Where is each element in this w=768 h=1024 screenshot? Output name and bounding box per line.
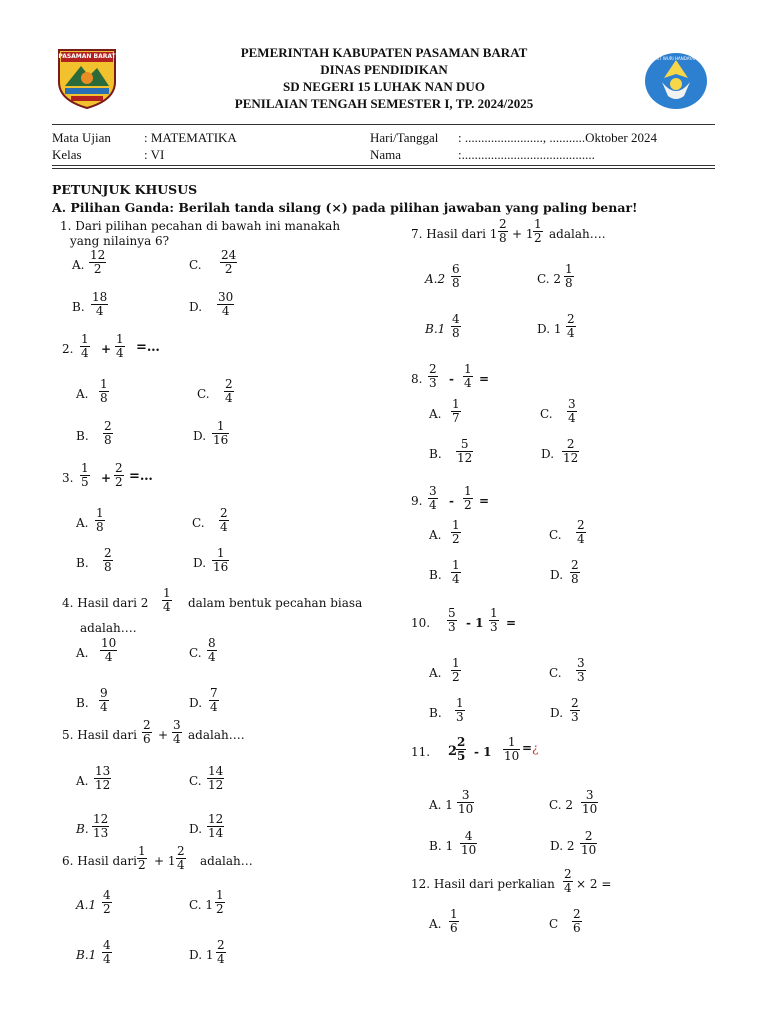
- question-8-operator: -: [449, 372, 454, 386]
- option-a-label[interactable]: A.: [429, 666, 442, 680]
- option-c-fraction[interactable]: $\frac{3}{4}$: [568, 397, 576, 425]
- option-a-label[interactable]: A.2: [425, 272, 446, 286]
- option-a-label[interactable]: A.1: [76, 898, 97, 912]
- option-a-fraction[interactable]: $\frac{6}{8}$: [452, 262, 460, 290]
- option-a-fraction[interactable]: $\frac{4}{2}$: [103, 888, 111, 916]
- option-b-label[interactable]: B.: [429, 568, 442, 582]
- option-a-fraction[interactable]: $\frac{10}{4}$: [101, 636, 117, 664]
- question-2-fraction-1: $\frac{1}{4}$: [81, 332, 89, 360]
- question-12-fraction: $\frac{2}{4}$: [564, 867, 572, 895]
- header-divider: [52, 124, 715, 125]
- question-4-text-2: dalam bentuk pecahan biasa: [188, 596, 363, 610]
- option-c-label[interactable]: C: [549, 917, 559, 931]
- question-3-number: 3.: [62, 471, 74, 485]
- option-d-label[interactable]: D.: [193, 429, 207, 443]
- question-8-fraction-2: $\frac{1}{4}$: [464, 362, 472, 390]
- option-b-label[interactable]: B.: [76, 556, 89, 570]
- name-label: Nama: [370, 147, 402, 162]
- option-c-label[interactable]: C.: [189, 774, 202, 788]
- option-b-fraction[interactable]: $\frac{4}{4}$: [103, 938, 111, 966]
- option-c-fraction[interactable]: $\frac{2}{4}$: [225, 377, 233, 405]
- question-5-operator: +: [158, 728, 169, 742]
- question-9-equals: =: [479, 494, 490, 508]
- option-d-fraction[interactable]: $\frac{2}{8}$: [571, 558, 579, 586]
- option-d-label[interactable]: D.: [541, 447, 555, 461]
- question-11-operator: - 1: [474, 745, 492, 759]
- option-b-label[interactable]: B.: [429, 706, 442, 720]
- option-b-label[interactable]: B.1: [425, 322, 446, 336]
- question-10-fraction-2: $\frac{1}{3}$: [490, 606, 498, 634]
- info-divider-top: [52, 165, 715, 166]
- option-d-fraction[interactable]: $\frac{30}{4}$: [218, 290, 234, 318]
- option-d-label[interactable]: D. 1: [189, 948, 214, 962]
- header-government: PEMERINTAH KABUPATEN PASAMAN BARAT: [240, 45, 528, 60]
- option-d-label[interactable]: D.: [193, 556, 207, 570]
- question-2-operator: +: [101, 342, 112, 356]
- option-c-fraction[interactable]: $\frac{2}{4}$: [577, 518, 585, 546]
- subject-label: Mata Ujian: [52, 130, 111, 145]
- question-11-fraction-1: $\frac{2}{5}$: [457, 735, 466, 763]
- class-value: : VI: [144, 147, 165, 162]
- option-a-fraction[interactable]: $\frac{1}{2}$: [452, 518, 460, 546]
- option-b-label[interactable]: B.: [76, 822, 89, 836]
- option-b-fraction[interactable]: $\frac{4}{10}$: [461, 829, 477, 857]
- option-b-fraction[interactable]: $\frac{12}{13}$: [93, 812, 109, 840]
- question-7-text-2: adalah….: [549, 227, 606, 241]
- option-b-fraction[interactable]: $\frac{1}{4}$: [452, 558, 460, 586]
- option-b-fraction[interactable]: $\frac{5}{12}$: [457, 437, 473, 465]
- option-b-fraction[interactable]: $\frac{4}{8}$: [452, 312, 460, 340]
- option-c-fraction[interactable]: $\frac{2}{4}$: [220, 506, 228, 534]
- question-3-equals: =…: [129, 469, 153, 484]
- option-d-fraction[interactable]: $\frac{2}{4}$: [567, 312, 575, 340]
- option-a-label[interactable]: A.: [72, 258, 85, 272]
- option-c-label[interactable]: C. 2: [537, 272, 562, 286]
- option-c-label[interactable]: C. 2: [549, 798, 574, 812]
- option-c-label[interactable]: C.: [189, 258, 202, 272]
- option-b-fraction[interactable]: $\frac{2}{8}$: [104, 419, 112, 447]
- option-c-label[interactable]: C.: [540, 407, 553, 421]
- question-8-equals: =: [479, 372, 490, 386]
- class-label: Kelas: [52, 147, 82, 162]
- question-5-text-2: adalah….: [188, 728, 245, 742]
- question-1-text: 1. Dari pilihan pecahan di bawah ini manakah: [60, 219, 341, 233]
- question-11-equals: =: [522, 741, 533, 755]
- question-7-fraction-2: $\frac{1}{2}$: [534, 217, 542, 245]
- question-11-number: 11.: [411, 745, 431, 759]
- option-b-fraction[interactable]: $\frac{2}{8}$: [104, 546, 112, 574]
- header-agency: DINAS PENDIDIKAN: [320, 62, 448, 77]
- question-10-equals: =: [506, 616, 517, 630]
- option-a-label[interactable]: A.: [429, 528, 442, 542]
- option-a-label[interactable]: A.: [76, 646, 89, 660]
- question-6-text: 6. Hasil dari: [62, 854, 137, 868]
- option-b-label[interactable]: B.1: [76, 948, 97, 962]
- option-c-label[interactable]: C.: [549, 666, 562, 680]
- option-a-label[interactable]: A.: [429, 917, 442, 931]
- question-5-fraction-2: $\frac{3}{4}$: [173, 718, 181, 746]
- option-d-label[interactable]: D.: [189, 696, 203, 710]
- question-3-fraction-1: $\frac{1}{5}$: [81, 461, 89, 489]
- header-school: SD NEGERI 15 LUHAK NAN DUO: [283, 79, 485, 94]
- question-8-number: 8.: [411, 372, 423, 386]
- info-divider-bottom: [52, 168, 715, 169]
- date-label: Hari/Tanggal: [370, 130, 439, 145]
- option-d-fraction[interactable]: $\frac{12}{14}$: [208, 812, 224, 840]
- option-b-fraction[interactable]: $\frac{1}{3}$: [456, 696, 464, 724]
- question-4-text: 4. Hasil dari 2: [62, 596, 149, 610]
- option-c-fraction[interactable]: $\frac{14}{12}$: [208, 764, 224, 792]
- question-2-fraction-2: $\frac{1}{4}$: [116, 332, 124, 360]
- name-field[interactable]: :.........................................: [458, 147, 595, 162]
- header-exam-title: PENILAIAN TENGAH SEMESTER I, TP. 2024/2025: [234, 96, 534, 111]
- question-1-text-2: yang nilainya 6?: [70, 234, 170, 248]
- question-7-fraction-1: $\frac{2}{8}$: [499, 217, 507, 245]
- question-10-fraction-1: $\frac{5}{3}$: [448, 606, 456, 634]
- question-12-text: 12. Hasil dari perkalian: [411, 877, 555, 891]
- question-2-number: 2.: [62, 342, 74, 356]
- option-d-label[interactable]: D.: [550, 706, 564, 720]
- option-a-fraction[interactable]: $\frac{3}{10}$: [458, 788, 474, 816]
- option-a-label[interactable]: A.: [76, 387, 89, 401]
- option-d-fraction[interactable]: $\frac{2}{3}$: [571, 696, 579, 724]
- option-d-label[interactable]: D. 1: [537, 322, 562, 336]
- subject-value: : MATEMATIKA: [144, 130, 237, 145]
- question-4-fraction: $\frac{1}{4}$: [163, 586, 171, 614]
- option-a-fraction[interactable]: $\frac{1}{6}$: [450, 907, 458, 935]
- question-4-text-3: adalah….: [80, 621, 137, 635]
- option-d-label[interactable]: D.: [189, 822, 203, 836]
- option-a-fraction[interactable]: $\frac{12}{2}$: [90, 248, 106, 276]
- section-a-instruction: A. Pilihan Ganda: Berilah tanda silang (×) pada pilihan jawaban yang paling benar!: [52, 200, 638, 215]
- option-d-fraction[interactable]: $\frac{2}{10}$: [581, 829, 597, 857]
- option-c-fraction[interactable]: $\frac{2}{6}$: [573, 907, 581, 935]
- question-9-number: 9.: [411, 494, 423, 508]
- question-6-fraction-1: $\frac{1}{2}$: [138, 844, 146, 872]
- option-a-fraction[interactable]: $\frac{1}{7}$: [452, 397, 460, 425]
- question-6-text-2: adalah…: [200, 854, 253, 868]
- question-3-operator: +: [101, 471, 112, 485]
- option-a-fraction[interactable]: $\frac{1}{2}$: [452, 656, 460, 684]
- question-6-fraction-2: $\frac{2}{4}$: [177, 844, 185, 872]
- question-6-operator: + 1: [154, 854, 176, 868]
- option-d-label[interactable]: D.: [189, 300, 203, 314]
- option-c-fraction[interactable]: $\frac{3}{3}$: [577, 656, 585, 684]
- option-d-fraction[interactable]: $\frac{7}{4}$: [210, 686, 218, 714]
- option-a-label[interactable]: A.: [76, 516, 89, 530]
- option-d-fraction[interactable]: $\frac{1}{16}$: [213, 546, 229, 574]
- question-12-text-2: × 2 =: [576, 877, 612, 891]
- option-a-fraction[interactable]: $\frac{1}{8}$: [100, 377, 108, 405]
- option-a-label[interactable]: A.: [76, 774, 89, 788]
- option-d-label[interactable]: D.: [550, 568, 564, 582]
- option-b-label[interactable]: B.: [429, 447, 442, 461]
- option-b-fraction[interactable]: $\frac{18}{4}$: [92, 290, 108, 318]
- question-7-text: 7. Hasil dari 1: [411, 227, 498, 241]
- option-a-label[interactable]: A.: [429, 407, 442, 421]
- question-5-fraction-1: $\frac{2}{6}$: [143, 718, 151, 746]
- logo-lettering: PASAMAN BARAT: [58, 53, 116, 60]
- question-9-fraction-2: $\frac{1}{2}$: [464, 484, 472, 512]
- question-8-fraction-1: $\frac{2}{3}$: [429, 362, 437, 390]
- option-c-fraction[interactable]: $\frac{24}{2}$: [221, 248, 237, 276]
- option-c-fraction[interactable]: $\frac{1}{2}$: [216, 888, 224, 916]
- option-b-fraction[interactable]: $\frac{9}{4}$: [100, 686, 108, 714]
- question-7-operator: + 1: [512, 227, 534, 241]
- option-c-label[interactable]: C.: [197, 387, 210, 401]
- question-2-equals: =…: [136, 340, 160, 355]
- option-c-label[interactable]: C.: [189, 646, 202, 660]
- option-b-label[interactable]: B. 1: [429, 839, 454, 853]
- option-d-fraction[interactable]: $\frac{2}{12}$: [563, 437, 579, 465]
- option-b-label[interactable]: B.: [76, 429, 89, 443]
- option-b-label[interactable]: B.: [76, 696, 89, 710]
- question-11-whole: 2: [448, 744, 458, 759]
- option-c-fraction[interactable]: $\frac{1}{8}$: [565, 262, 573, 290]
- date-field[interactable]: : ........................, ...........Oktober 2024: [458, 130, 657, 145]
- option-c-label[interactable]: C.: [192, 516, 205, 530]
- question-11-mark: ¿: [532, 741, 539, 755]
- question-5-text: 5. Hasil dari: [62, 728, 137, 742]
- option-a-label[interactable]: A. 1: [429, 798, 453, 812]
- question-10-number: 10.: [411, 616, 431, 630]
- option-a-fraction[interactable]: $\frac{13}{12}$: [95, 764, 111, 792]
- option-d-fraction[interactable]: $\frac{2}{4}$: [217, 938, 225, 966]
- question-11-fraction-2: $\frac{1}{10}$: [504, 735, 520, 763]
- question-9-fraction-1: $\frac{3}{4}$: [429, 484, 437, 512]
- question-9-operator: -: [449, 494, 454, 508]
- option-a-fraction[interactable]: $\frac{1}{8}$: [96, 506, 104, 534]
- option-c-label[interactable]: C. 1: [189, 898, 214, 912]
- option-c-label[interactable]: C.: [549, 528, 562, 542]
- option-d-fraction[interactable]: $\frac{1}{16}$: [213, 419, 229, 447]
- option-c-fraction[interactable]: $\frac{8}{4}$: [208, 636, 216, 664]
- option-b-label[interactable]: B.: [72, 300, 85, 314]
- instructions-title: PETUNJUK KHUSUS: [52, 182, 198, 197]
- option-c-fraction[interactable]: $\frac{3}{10}$: [582, 788, 598, 816]
- option-d-label[interactable]: D. 2: [550, 839, 575, 853]
- logo-motto: TUT WURI HANDAYANI: [653, 56, 699, 61]
- question-10-operator: - 1: [466, 616, 484, 630]
- question-3-fraction-2: $\frac{2}{2}$: [115, 461, 123, 489]
